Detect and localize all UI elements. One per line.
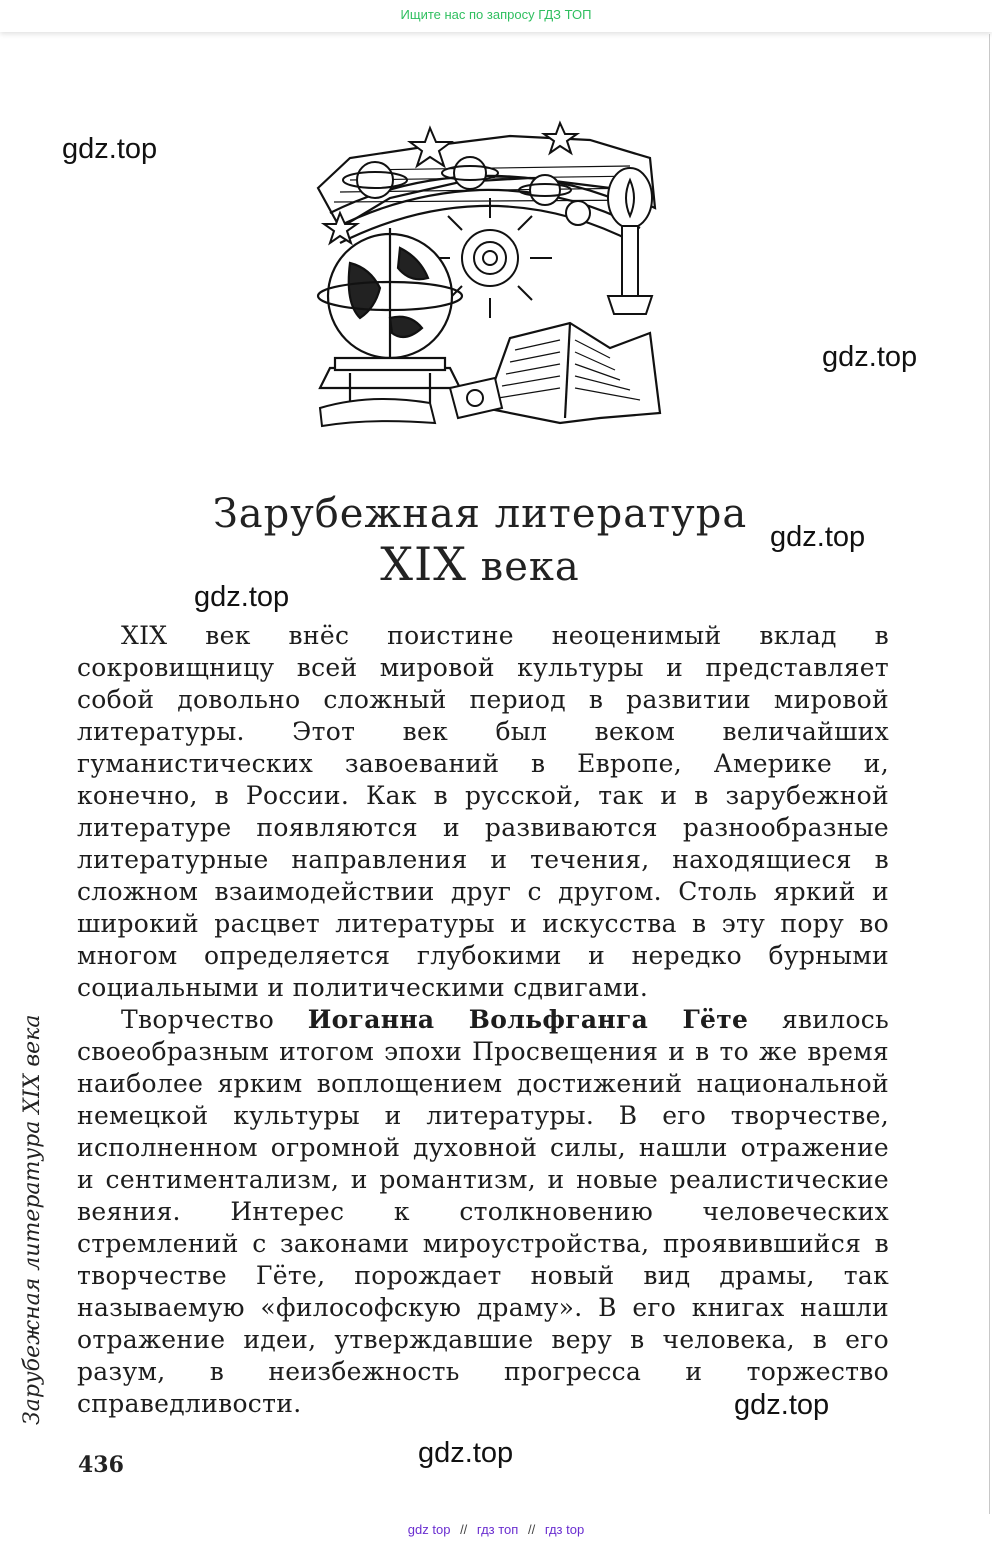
author-name-goethe: Иоганна Вольфганга Гёте [307,1005,749,1034]
footer-link-gdz-top-ru[interactable]: гдз топ [476,1522,519,1537]
running-header-vertical: Зарубежная литература XIX века [20,1014,45,1425]
title-century-numeral: XIX [380,537,467,591]
watermark: gdz.top [62,133,158,165]
paragraph-goethe-intro: Творчество [121,1005,275,1034]
paragraph-intro: XIX век внёс поистине неоценимый вклад в сокровищницу всей мировой культуры и представляет собой довольно сложный период в развитии мировой литературы. Этот век был веком величайших гуманистических завоеваний в Европе, Америке и, конечно, в России. Как в русской, так и в зарубежной литературе появляются и развиваются разнообразные литературные направления и течения, находящиеся в сложном взаимодействии друг с другом. Столь яркий и широкий расцвет литературы и искусства в эту пору во многом определяется глубокими и нередко бурными социальными и политическими сдвигами. [77,621,889,1002]
page-number: 436 [78,1452,124,1478]
title-century-word: века [480,544,580,590]
footer-separator: // [460,1522,468,1537]
footer-link-gdz-top[interactable]: gdz top [407,1522,451,1537]
chapter-title-line1: Зарубежная литература [212,491,748,537]
watermark: gdz.top [734,1389,830,1421]
footer-link-gdz-top-mixed[interactable]: гдз top [544,1522,585,1537]
watermark: gdz.top [194,581,290,613]
watermark: gdz.top [770,521,866,553]
astronomy-illustration [310,118,665,430]
top-banner: Ищите нас по запросу ГДЗ ТОП [0,0,992,32]
footer-separator: // [527,1522,536,1537]
watermark: gdz.top [418,1437,514,1469]
body-text [77,620,889,1420]
footer-links [0,1522,992,1537]
watermark: gdz.top [822,341,918,373]
paragraph-goethe-text: явилось своеобразным итогом эпохи Просвещения и в то же время наиболее ярким воплощением достижений национальной немецкой культуры и литературы. В его творчестве, исполненном огромной духовной силы, нашли отражение и сентиментализм, и романтизм, и новые реалистические веяния. Интерес к столкновению человеческих стремлений с законами мироустройства, проявившийся в творчестве Гёте, порождает новый вид драмы, так называемую «философскую драму». В его книгах нашли отражение идеи, утверждавшие веру в человека, в его разум, в неизбежность прогресса и торжество справедливости. [77,1005,890,1418]
paragraph-goethe [77,1004,889,1420]
page-edge-line [989,34,990,1514]
